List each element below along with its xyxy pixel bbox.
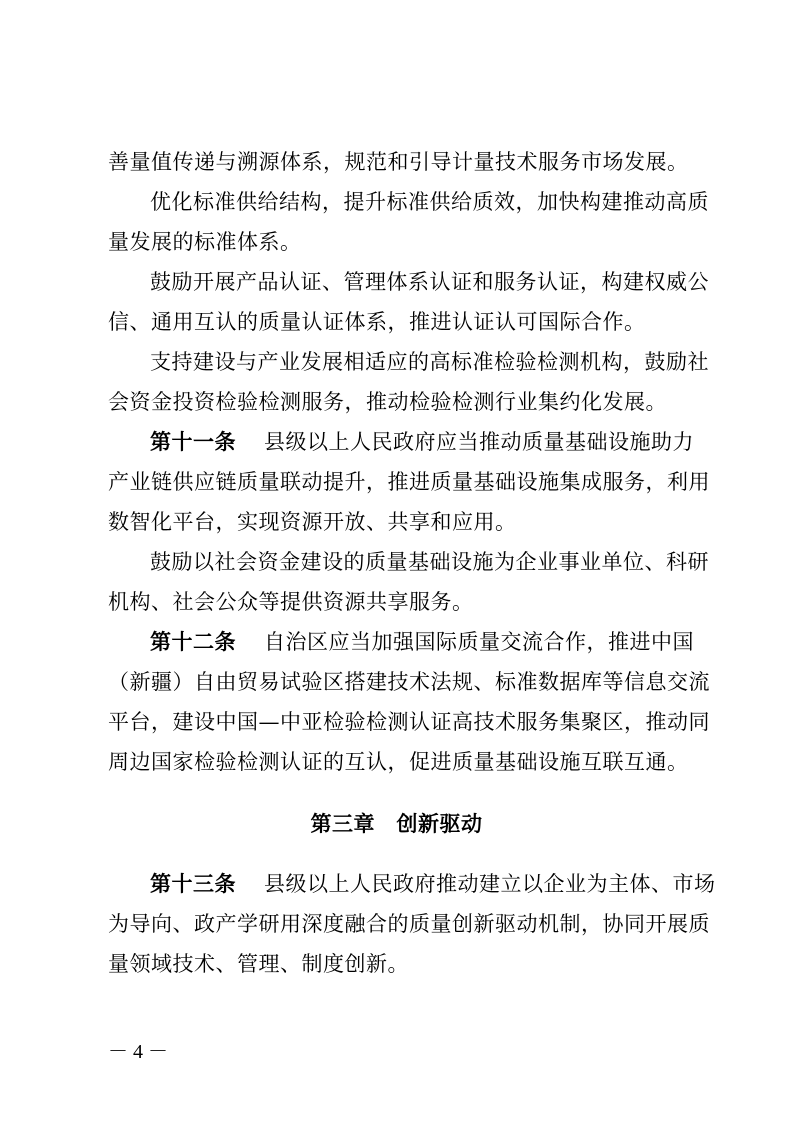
paragraph-line: 鼓励开展产品认证、管理体系认证和服务认证，构建权威公 bbox=[150, 270, 709, 294]
paragraph-line: 为导向、政产学研用深度融合的质量创新驱动机制，协同开展质 bbox=[108, 912, 710, 936]
paragraph-line: 支持建设与产业发展相适应的高标准检验检测机构，鼓励社 bbox=[150, 350, 709, 374]
paragraph-line: 量领域技术、管理、制度创新。 bbox=[108, 952, 409, 976]
page-number: － 4 － bbox=[108, 1041, 168, 1063]
chapter-title: 第三章 创新驱动 bbox=[310, 811, 483, 836]
paragraph-line: （新疆）自由贸易试验区搭建技术法规、标准数据库等信息交流 bbox=[108, 670, 710, 694]
paragraph-line: 量发展的标准体系。 bbox=[108, 230, 302, 254]
article-line bbox=[150, 630, 694, 654]
paragraph-line: 产业链供应链质量联动提升，推进质量基础设施集成服务，利用 bbox=[108, 470, 710, 494]
article-line bbox=[150, 430, 694, 454]
paragraph-line: 平台，建设中国—中亚检验检测认证高技术服务集聚区，推动同 bbox=[108, 710, 710, 734]
paragraph-line: 善量值传递与溯源体系，规范和引导计量技术服务市场发展。 bbox=[108, 150, 689, 174]
article-text: 自治区应当加强国际质量交流合作，推进中国 bbox=[264, 630, 694, 654]
paragraph-line: 鼓励以社会资金建设的质量基础设施为企业事业单位、科研 bbox=[150, 550, 709, 574]
article-text: 县级以上人民政府应当推动质量基础设施助力 bbox=[264, 430, 694, 454]
article-text: 县级以上人民政府推动建立以企业为主体、市场 bbox=[264, 872, 716, 896]
paragraph-line: 数智化平台，实现资源开放、共享和应用。 bbox=[108, 510, 517, 534]
article-label: 第十三条 bbox=[150, 871, 236, 896]
article-label: 第十一条 bbox=[150, 429, 236, 454]
paragraph-line: 优化标准供给结构，提升标准供给质效，加快构建推动高质 bbox=[150, 190, 709, 214]
article-line bbox=[150, 872, 716, 896]
paragraph-line: 信、通用互认的质量认证体系，推进认证认可国际合作。 bbox=[108, 310, 646, 334]
paragraph-line: 周边国家检验检测认证的互认，促进质量基础设施互联互通。 bbox=[108, 750, 689, 774]
paragraph-line: 机构、社会公众等提供资源共享服务。 bbox=[108, 590, 474, 614]
article-label: 第十二条 bbox=[150, 629, 236, 654]
paragraph-line: 会资金投资检验检测服务，推动检验检测行业集约化发展。 bbox=[108, 390, 667, 414]
